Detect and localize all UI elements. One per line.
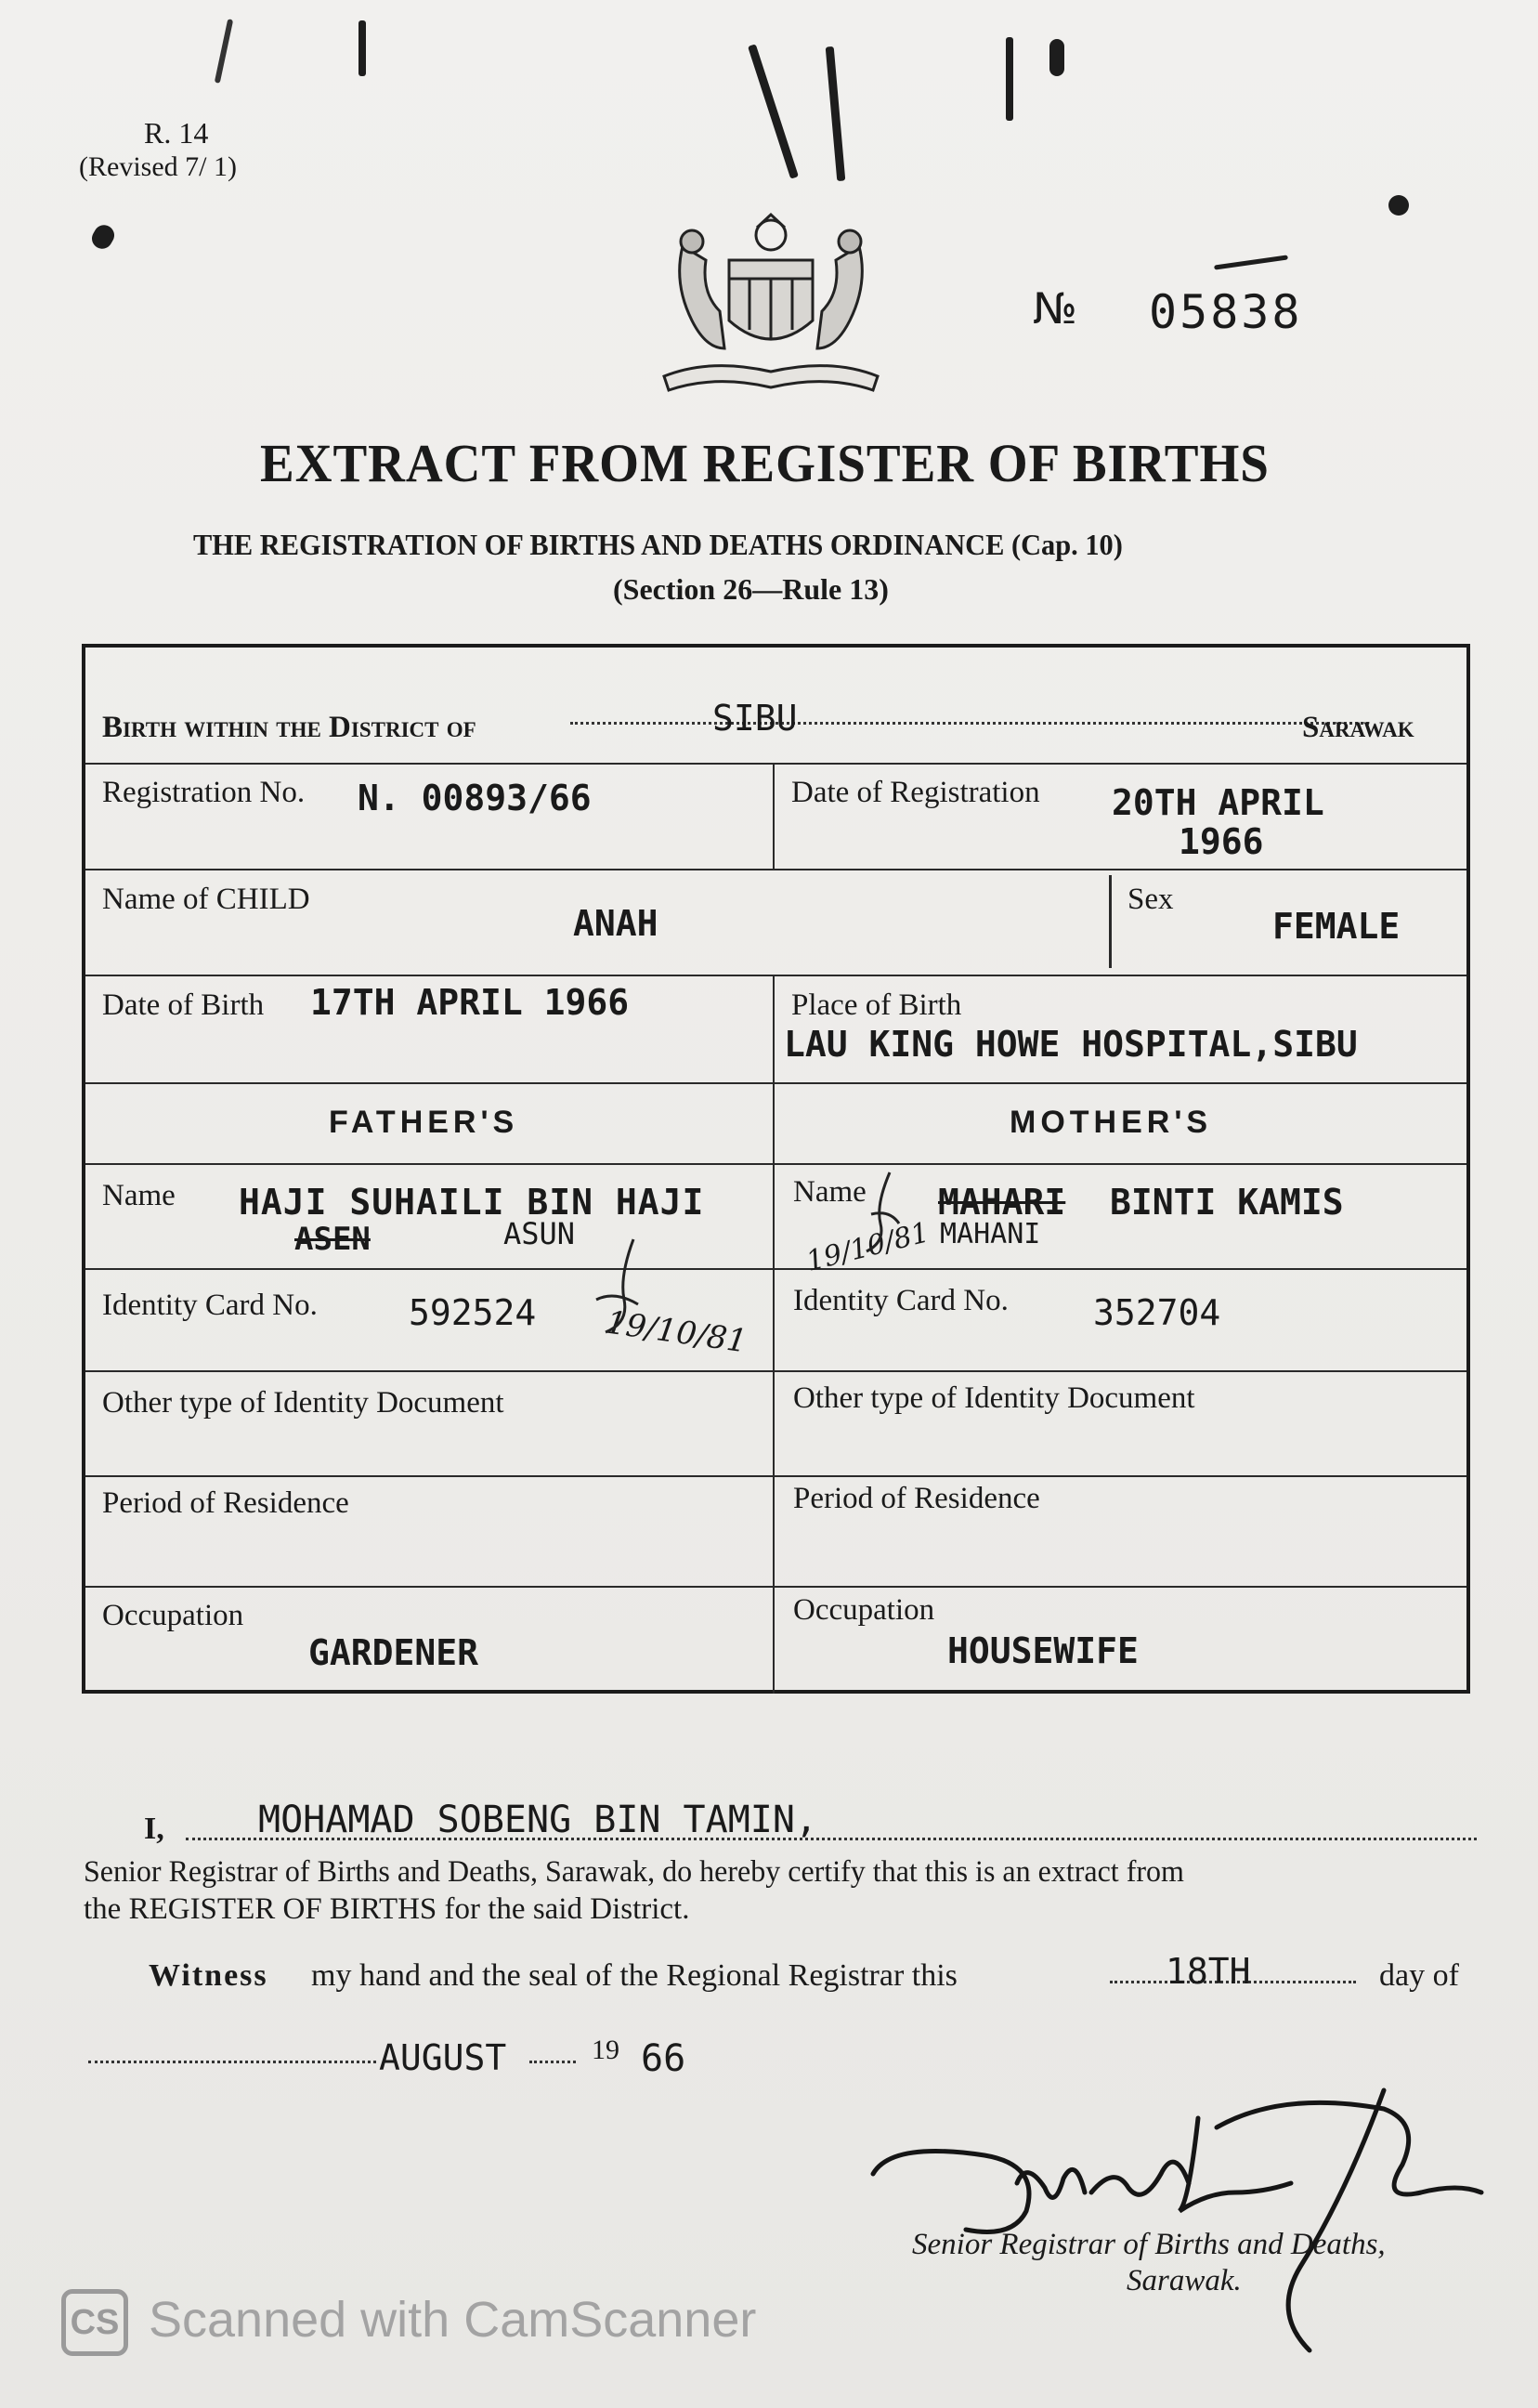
father-section-header: FATHER'S <box>329 1105 519 1140</box>
month-dotted-line <box>88 2061 376 2063</box>
form-number: 05838 <box>1149 285 1303 339</box>
mother-name-value: BINTI KAMIS <box>1110 1182 1344 1223</box>
father-ic-label: Identity Card No. <box>102 1289 318 1322</box>
date-of-birth-value: 17TH APRIL 1966 <box>310 982 630 1023</box>
witness-word: Witness <box>149 1958 268 1993</box>
district-label: Birth within the District of <box>102 711 476 744</box>
sex-label: Sex <box>1127 883 1174 916</box>
table-divider <box>85 975 1466 976</box>
signature-title-line2: Sarawak. <box>1127 2264 1242 2297</box>
ordinance-line: THE REGISTRATION OF BIRTHS AND DEATHS ORDINANCE (Cap. 10) <box>193 528 1123 561</box>
mother-section-header: MOTHER'S <box>1010 1105 1213 1140</box>
father-occupation-label: Occupation <box>102 1599 244 1632</box>
ink-mark <box>1388 195 1409 216</box>
form-code: R. 14 <box>144 116 209 150</box>
ink-mark <box>358 20 366 76</box>
witness-text: my hand and the seal of the Regional Registrar this <box>311 1958 958 1993</box>
initials-scribble <box>587 1235 652 1337</box>
ink-mark <box>1214 255 1288 269</box>
registrar-signature <box>864 2053 1514 2360</box>
day-value: 18TH <box>1166 1951 1251 1992</box>
district-suffix: Sarawak <box>1302 711 1414 744</box>
table-divider <box>85 1082 1466 1084</box>
registration-no-value: N. 00893/66 <box>358 778 592 818</box>
initials-scribble <box>853 1168 908 1256</box>
section-line: (Section 26—Rule 13) <box>613 572 889 606</box>
father-residence-label: Period of Residence <box>102 1486 349 1520</box>
camscanner-watermark-text: Scanned with CamScanner <box>149 2292 757 2348</box>
ink-mark <box>215 19 233 84</box>
ink-mark <box>1006 37 1013 121</box>
month-value: AUGUST <box>379 2037 507 2078</box>
ink-mark <box>826 46 846 181</box>
table-divider <box>85 1370 1466 1372</box>
mother-occupation-value: HOUSEWIFE <box>947 1630 1139 1671</box>
father-name-struck: ASEN <box>294 1221 371 1258</box>
form-number-symbol: № <box>1033 283 1077 334</box>
registration-date-value-line1: 20TH APRIL <box>1112 782 1324 823</box>
child-name-label: Name of CHILD <box>102 883 310 916</box>
mother-other-id-label: Other type of Identity Document <box>793 1381 1195 1415</box>
year-dotted-line <box>529 2061 576 2063</box>
table-divider <box>773 763 775 869</box>
mother-ic-value: 352704 <box>1093 1292 1221 1333</box>
coat-of-arms-emblem <box>655 209 887 399</box>
district-value: SIBU <box>712 698 798 739</box>
father-ic-annotation: 19/10/81 <box>603 1303 749 1361</box>
father-name-value: HAJI SUHAILI BIN HAJI <box>239 1182 705 1223</box>
mother-ic-label: Identity Card No. <box>793 1284 1009 1317</box>
camscanner-logo-icon: CS <box>61 2289 128 2356</box>
day-of-text: day of <box>1379 1958 1459 1993</box>
place-of-birth-label: Place of Birth <box>791 988 962 1022</box>
ink-mark <box>1049 39 1064 76</box>
mother-name-annotation: 19/10/81 <box>802 1216 932 1278</box>
mother-residence-label: Period of Residence <box>793 1482 1040 1515</box>
father-name-label: Name <box>102 1179 176 1212</box>
table-divider <box>85 1268 1466 1270</box>
birth-register-table <box>82 644 1470 1694</box>
mother-occupation-label: Occupation <box>793 1593 935 1627</box>
table-divider <box>85 1586 1466 1588</box>
table-divider <box>85 1163 1466 1165</box>
child-name-value: ANAH <box>573 903 658 944</box>
mother-name-struck: MAHARI <box>938 1182 1066 1223</box>
table-divider <box>773 975 775 1694</box>
registration-no-label: Registration No. <box>102 776 306 809</box>
father-other-id-label: Other type of Identity Document <box>102 1386 504 1420</box>
certification-line1: Senior Registrar of Births and Deaths, Sarawak, do hereby certify that this is an extract from <box>84 1855 1184 1889</box>
ink-mark <box>88 221 118 253</box>
form-revised: (Revised 7/ 1) <box>79 151 237 182</box>
table-divider <box>85 763 1466 765</box>
mother-name-correction: MAHANI <box>940 1218 1041 1250</box>
table-divider <box>85 1475 1466 1477</box>
mother-name-label: Name <box>793 1175 867 1209</box>
father-occupation-value: GARDENER <box>308 1632 479 1673</box>
table-divider <box>1109 875 1112 968</box>
sex-value: FEMALE <box>1272 906 1401 947</box>
table-divider <box>85 869 1466 870</box>
father-name-correction: ASUN <box>503 1216 576 1251</box>
place-of-birth-value: LAU KING HOWE HOSPITAL,SIBU <box>784 1024 1358 1065</box>
district-dotted-line <box>570 722 1369 725</box>
document-title: EXTRACT FROM REGISTER OF BIRTHS <box>260 433 1270 493</box>
date-of-birth-label: Date of Birth <box>102 988 265 1022</box>
father-ic-value: 592524 <box>409 1292 537 1333</box>
registration-date-value-line2: 1966 <box>1179 821 1264 862</box>
registration-date-label: Date of Registration <box>791 776 1040 809</box>
ink-mark <box>748 44 799 178</box>
signature-title-line1: Senior Registrar of Births and Deaths, <box>912 2228 1386 2261</box>
registrar-name: MOHAMAD SOBENG BIN TAMIN, <box>258 1799 818 1841</box>
certification-i: I, <box>144 1812 164 1846</box>
year-value: 66 <box>641 2037 686 2080</box>
certification-line2: the REGISTER OF BIRTHS for the said District. <box>84 1892 690 1926</box>
year-prefix: 19 <box>592 2035 619 2065</box>
